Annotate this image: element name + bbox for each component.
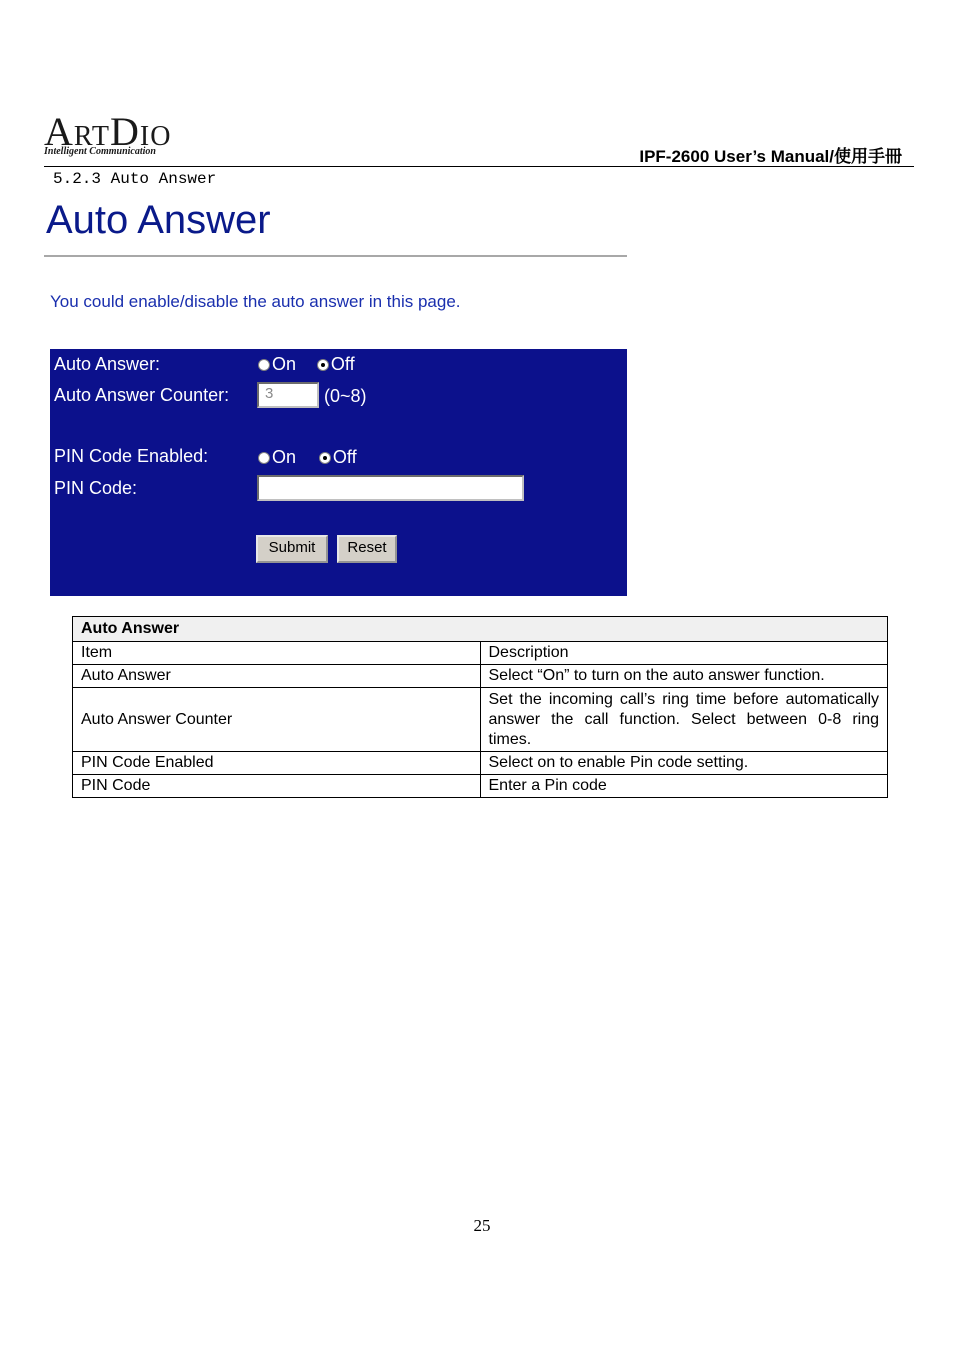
auto-answer-on-label: On [272,354,297,374]
table-cell-item: PIN Code [73,775,481,798]
counter-label: Auto Answer Counter: [54,385,230,405]
title-divider [44,255,627,257]
table-cell-item: PIN Code Enabled [73,752,481,775]
table-row [73,752,888,775]
intro-text: You could enable/disable the auto answer in this page. [50,292,461,311]
logo-letter: D [110,109,140,154]
reset-button[interactable]: Reset [337,535,397,563]
manual-title: IPF-2600 User’s Manual/使用手冊 [639,147,902,166]
table-header-description: Description [480,642,888,665]
auto-answer-off-radio[interactable] [317,359,329,371]
pin-enabled-off-radio[interactable] [319,452,331,464]
table-row [73,775,888,798]
description-table [72,616,888,798]
table-cell-item: Auto Answer [73,665,481,688]
table-header-item: Item [73,642,481,665]
table-header-row [73,642,888,665]
header-divider [44,166,914,167]
page-title: Auto Answer [46,198,271,242]
counter-range: (0~8) [324,386,367,406]
logo-letter: IO [139,121,172,152]
auto-answer-off-label: Off [330,354,355,374]
table-row [73,665,888,688]
pin-code-label: PIN Code: [54,478,138,498]
logo-tagline: Intelligent Communication [44,146,156,157]
table-title: Auto Answer [73,617,888,642]
pin-enabled-radio-group [258,447,357,468]
pin-enabled-off-label: Off [332,447,357,467]
table-cell-description: Select “On” to turn on the auto answer function. [480,665,888,688]
auto-answer-radio-group [258,354,355,375]
logo-letter: RT [73,121,110,152]
table-cell-item: Auto Answer Counter [73,688,481,752]
section-heading: 5.2.3 Auto Answer [53,170,217,188]
table-cell-description: Enter a Pin code [480,775,888,798]
pin-enabled-on-radio[interactable] [258,452,270,464]
settings-panel [50,349,627,596]
table-cell-description: Set the incoming call’s ring time before automatically answer the call function. Select between 0-8 ring times. [480,688,888,752]
pin-code-input[interactable] [257,475,524,501]
counter-input[interactable]: 3 [257,382,319,408]
table-cell-description: Select on to enable Pin code setting. [480,752,888,775]
table-row [73,688,888,752]
auto-answer-on-radio[interactable] [258,359,270,371]
pin-enabled-on-label: On [272,447,297,467]
auto-answer-label: Auto Answer: [54,354,161,374]
page-number: 25 [473,1216,491,1235]
submit-button[interactable]: Submit [256,535,328,563]
table-title-row [73,617,888,642]
logo-letter: A [44,109,74,154]
pin-enabled-label: PIN Code Enabled: [54,446,209,466]
